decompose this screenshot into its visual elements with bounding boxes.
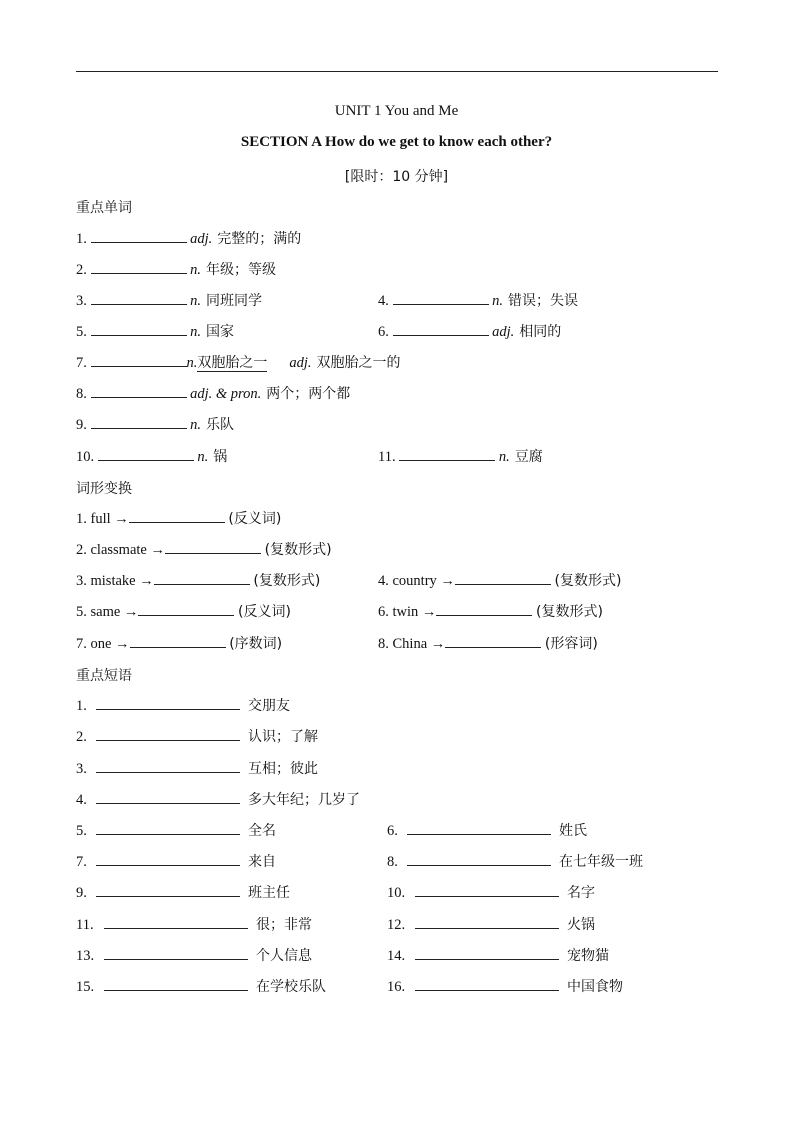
unit-title: UNIT 1 You and Me — [334, 103, 459, 119]
phrase-item: 3. 互相；彼此 — [76, 761, 318, 777]
answer-blank[interactable] — [393, 322, 489, 336]
answer-blank[interactable] — [415, 883, 559, 897]
vocab-item: 5. n. 国家 — [76, 324, 234, 340]
answer-blank[interactable] — [415, 946, 559, 960]
phrase-item: 9. 班主任 — [76, 885, 290, 901]
answer-blank[interactable] — [104, 946, 248, 960]
answer-blank[interactable] — [96, 852, 240, 866]
answer-blank[interactable] — [96, 821, 240, 835]
form-item: 4. country → (复数形式) — [378, 573, 622, 589]
answer-blank[interactable] — [399, 447, 495, 461]
answer-blank[interactable] — [165, 540, 261, 554]
answer-blank[interactable] — [104, 915, 248, 929]
vocab-item: 3. n. 同班同学 — [76, 293, 262, 309]
answer-blank[interactable] — [91, 415, 187, 429]
answer-blank[interactable] — [91, 322, 187, 336]
phrases-heading: 重点短语 — [76, 668, 132, 684]
phrase-item: 5. 全名 — [76, 823, 276, 839]
answer-blank[interactable] — [96, 696, 240, 710]
vocab-item: 9. n. 乐队 — [76, 417, 234, 433]
form-item: 5. same → (反义词) — [76, 604, 291, 620]
vocab-item: 10. n. 锅 — [76, 449, 228, 465]
answer-blank[interactable] — [415, 977, 559, 991]
phrase-item: 7. 来自 — [76, 854, 276, 870]
answer-blank[interactable] — [96, 883, 240, 897]
answer-blank[interactable] — [104, 977, 248, 991]
phrase-item: 4. 多大年纪；几岁了 — [76, 792, 360, 808]
answer-blank[interactable] — [96, 727, 240, 741]
phrase-item: 12. 火锅 — [387, 917, 595, 933]
time-limit: [限时：10 分钟] — [344, 169, 449, 185]
forms-heading: 词形变换 — [76, 481, 132, 497]
vocab-item: 7. n.双胞胎之一 adj. 双胞胎之一的 — [76, 355, 401, 371]
phrase-item: 8. 在七年级一班 — [387, 854, 643, 870]
answer-blank[interactable] — [98, 447, 194, 461]
phrase-item: 11. 很；非常 — [76, 917, 312, 933]
vocab-item: 11. n. 豆腐 — [378, 449, 543, 465]
vocab-item: 6. adj. 相同的 — [378, 324, 562, 340]
answer-blank[interactable] — [407, 821, 551, 835]
vocab-item: 8. adj. & pron. 两个；两个都 — [76, 386, 351, 402]
answer-blank[interactable] — [96, 759, 240, 773]
form-item: 1. full → (反义词) — [76, 511, 282, 527]
answer-blank[interactable] — [393, 291, 489, 305]
phrase-item: 1. 交朋友 — [76, 698, 290, 714]
answer-blank[interactable] — [415, 915, 559, 929]
answer-blank[interactable] — [91, 384, 187, 398]
form-item: 3. mistake → (复数形式) — [76, 573, 321, 589]
phrase-item: 10. 名字 — [387, 885, 595, 901]
vocab-item: 4. n. 错误；失误 — [378, 293, 578, 309]
phrase-item: 13. 个人信息 — [76, 948, 312, 964]
form-item: 6. twin → (复数形式) — [378, 604, 603, 620]
section-title: SECTION A How do we get to know each other? — [240, 134, 553, 150]
answer-blank[interactable] — [91, 353, 187, 367]
answer-blank[interactable] — [445, 634, 541, 648]
phrase-item: 6. 姓氏 — [387, 823, 587, 839]
form-item: 7. one → (序数词) — [76, 636, 283, 652]
phrase-item: 15. 在学校乐队 — [76, 979, 326, 995]
answer-blank[interactable] — [91, 229, 187, 243]
form-item: 8. China → (形容词) — [378, 636, 598, 652]
phrase-item: 16. 中国食物 — [387, 979, 623, 995]
vocab-item: 2. n. 年级；等级 — [76, 262, 276, 278]
answer-blank[interactable] — [129, 509, 225, 523]
phrase-item: 14. 宠物猫 — [387, 948, 609, 964]
form-item: 2. classmate → (复数形式) — [76, 542, 332, 558]
vocab-heading: 重点单词 — [76, 200, 132, 216]
answer-blank[interactable] — [130, 634, 226, 648]
phrase-item: 2. 认识；了解 — [76, 729, 318, 745]
top-rule — [76, 71, 718, 72]
answer-blank[interactable] — [138, 602, 234, 616]
answer-blank[interactable] — [96, 790, 240, 804]
answer-blank[interactable] — [91, 291, 187, 305]
answer-blank[interactable] — [91, 260, 187, 274]
answer-blank[interactable] — [455, 571, 551, 585]
vocab-item: 1. adj. 完整的；满的 — [76, 231, 302, 247]
answer-blank[interactable] — [154, 571, 250, 585]
answer-blank[interactable] — [407, 852, 551, 866]
answer-blank[interactable] — [436, 602, 532, 616]
